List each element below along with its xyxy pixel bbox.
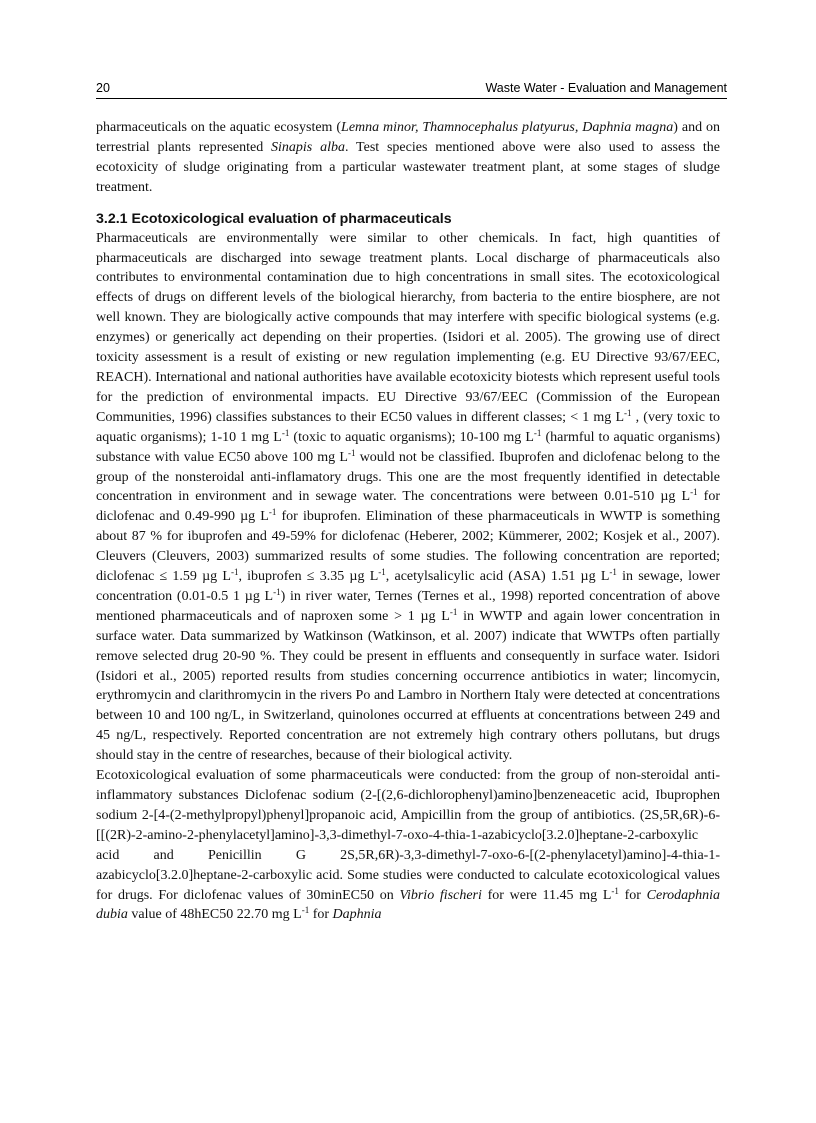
species-name: Daphnia (332, 907, 382, 923)
text-run: for were 11.45 mg L (481, 887, 612, 903)
running-title: Waste Water - Evaluation and Management (485, 81, 727, 95)
text-run: in WWTP and again lower concentration in surface water. Data summarized by Watkinson (Watkinson, et al. 2007) indicate that WWTPs often partially remove selected drug 20-90 %. They could be present in effluents and consequently in surface water. Isidori (Isidori et al., 2005) reported results from studies concerning occurrence antibiotics in water; lincomycin, erythromycin and clarithromycin in the rivers Po and Lambro in Northern Italy were detected at concentrations between 10 and 100 ng/L, in Switzerland, quinolones occurred at effluents at concentrations between 249 and 45 ng/L, respectively. Reported concentration are not extremely high contrary others pollutans, but drugs should stay in the centre of researches, because of their biological activity. (96, 608, 720, 764)
text-run: pharmaceuticals on the aquatic ecosystem ( (96, 120, 342, 135)
section-heading: 3.2.1 Ecotoxicological evaluation of pharmaceuticals (96, 210, 452, 227)
superscript: -1 (230, 567, 239, 578)
page-body (96, 118, 720, 925)
text-run: in sewage, lower concentration (0.01-0.5 1 µg L (96, 569, 720, 604)
superscript: -1 (281, 427, 290, 438)
text-run: Pharmaceuticals are environmentally were similar to other chemicals. In fact, high quantities of pharmaceuticals are discharged into sewage treatment plants. Local discharge of pharmaceuticals also contributes to environmental contamination due to high concentrations in small sites. The ecotoxicological effects of drugs on different levels of the biological hierarchy, from bacteria to the entire biosphere, are not well known. They are biologically active compounds that may interfere with specific biological systems (e.g. enzymes) or generically act depending on their properties. (Isidori et al. 2005). The growing use of direct toxicity assessment is a result of existing or new regulation implementing (e.g. EU Directive 93/67/EEC, REACH). International and national authorities have available ecotoxicity biotests which represent useful tools for the prediction of environmental impacts. EU Directive 93/67/EEC (Commission of the European Communities, 1996) classifies substances to their EC50 values in different classes; < 1 mg L (96, 230, 720, 425)
superscript: -1 (347, 447, 356, 458)
text-run: (toxic to aquatic organisms); 10-100 mg L (289, 429, 534, 445)
page-header (96, 80, 727, 98)
text-run: . Test species mentioned above were also used to assess the ecotoxicity of sludge originating from a particular wastewater treatment plant, at some stages of sludge treatment. (96, 139, 721, 195)
text-run: , ibuprofen ≤ 3.35 µg L (238, 569, 379, 585)
superscript: -1 (533, 427, 542, 438)
superscript: -1 (301, 905, 310, 916)
superscript: -1 (273, 586, 281, 597)
text-run: for diclofenac and 0.49-990 µg L (96, 489, 720, 525)
text-run: value of 48hEC50 22.70 mg L (127, 907, 302, 923)
text-run: ) in river water, Ternes (Ternes et al., 1998) reported concentration of above mentioned pharmaceuticals and of naproxen some > 1 µg L (96, 588, 720, 624)
superscript: -1 (609, 567, 617, 578)
species-name: Cerodaphnia dubia (96, 887, 721, 923)
superscript: -1 (611, 885, 619, 896)
text-run: for (309, 907, 333, 923)
page-number: 20 (96, 81, 110, 95)
text-run: ) and on terrestrial plants represented (96, 120, 720, 155)
paragraph-intro (96, 118, 720, 198)
paragraph-main (96, 229, 720, 766)
paragraph-evaluation (96, 766, 720, 925)
superscript: -1 (378, 567, 386, 578)
text-run: for ibuprofen. Elimination of these pharmaceuticals in WWTP is something about 87 % for ibuprofen and 49-59% for diclofenac (Heberer, 2002; Kümmerer, 2002; Kosjek et al., 2007). Cleuvers (Cleuvers, 2003) summarized results of some studies. The following concentration are reported; diclofenac ≤ 1.59 µg L (96, 509, 720, 585)
superscript: -1 (624, 407, 632, 418)
superscript: -1 (690, 487, 698, 498)
text-run: would not be classified. Ibuprofen and diclofenac belong to the group of the nonsteroidal anti-inflamatory drugs. This one are the most frequently identified in detectable concentration in environment and in sewage water. The concentrations were between 0.01-510 µg L (96, 449, 720, 505)
header-rule (96, 98, 727, 99)
superscript: -1 (449, 606, 458, 617)
superscript: -1 (268, 507, 277, 518)
text-run: (harmful to aquatic organisms) substance with value EC50 above 100 mg L (96, 429, 721, 465)
species-names: Lemna minor, Thamnocephalus platyurus, Daphnia magna (341, 120, 674, 135)
text-run: for (618, 887, 647, 903)
text-run: , (very toxic to aquatic organisms); 1-10 1 mg L (96, 409, 721, 445)
text-run: Ecotoxicological evaluation of some pharmaceuticals were conducted: from the group of non-steroidal anti-inflammatory substances Diclofenac sodium (2-[(2,6-dichlorophenyl)amino]benzeneacetic acid, Ibuprophen sodium 2-[4-(2-methylpropyl)phenyl]propanoic acid, Ampicillin from the group of antibiotics. (2S,5R,6R)-6-[[(2R)-2-amino-2-phenylacetyl]amino]-3,3-dimethyl-7-oxo-4-thia-1-azabicyclo[3.2.0]heptane-2-carboxylic acid and Penicillin G 2S,5R,6R)-3,3-dimethyl-7-oxo-6-[(2-phenylacetyl)amino]-4-thia-1-azabicyclo[3.2.0]heptane-2-carboxylic acid. Some studies were conducted to calculate ecotoxicological values for drugs. For diclofenac values of 30minEC50 on (96, 768, 720, 903)
species-name: Vibrio fischeri (399, 887, 482, 903)
species-name: Sinapis alba (271, 139, 345, 155)
text-run: , acetylsalicylic acid (ASA) 1.51 µg L (385, 569, 610, 585)
